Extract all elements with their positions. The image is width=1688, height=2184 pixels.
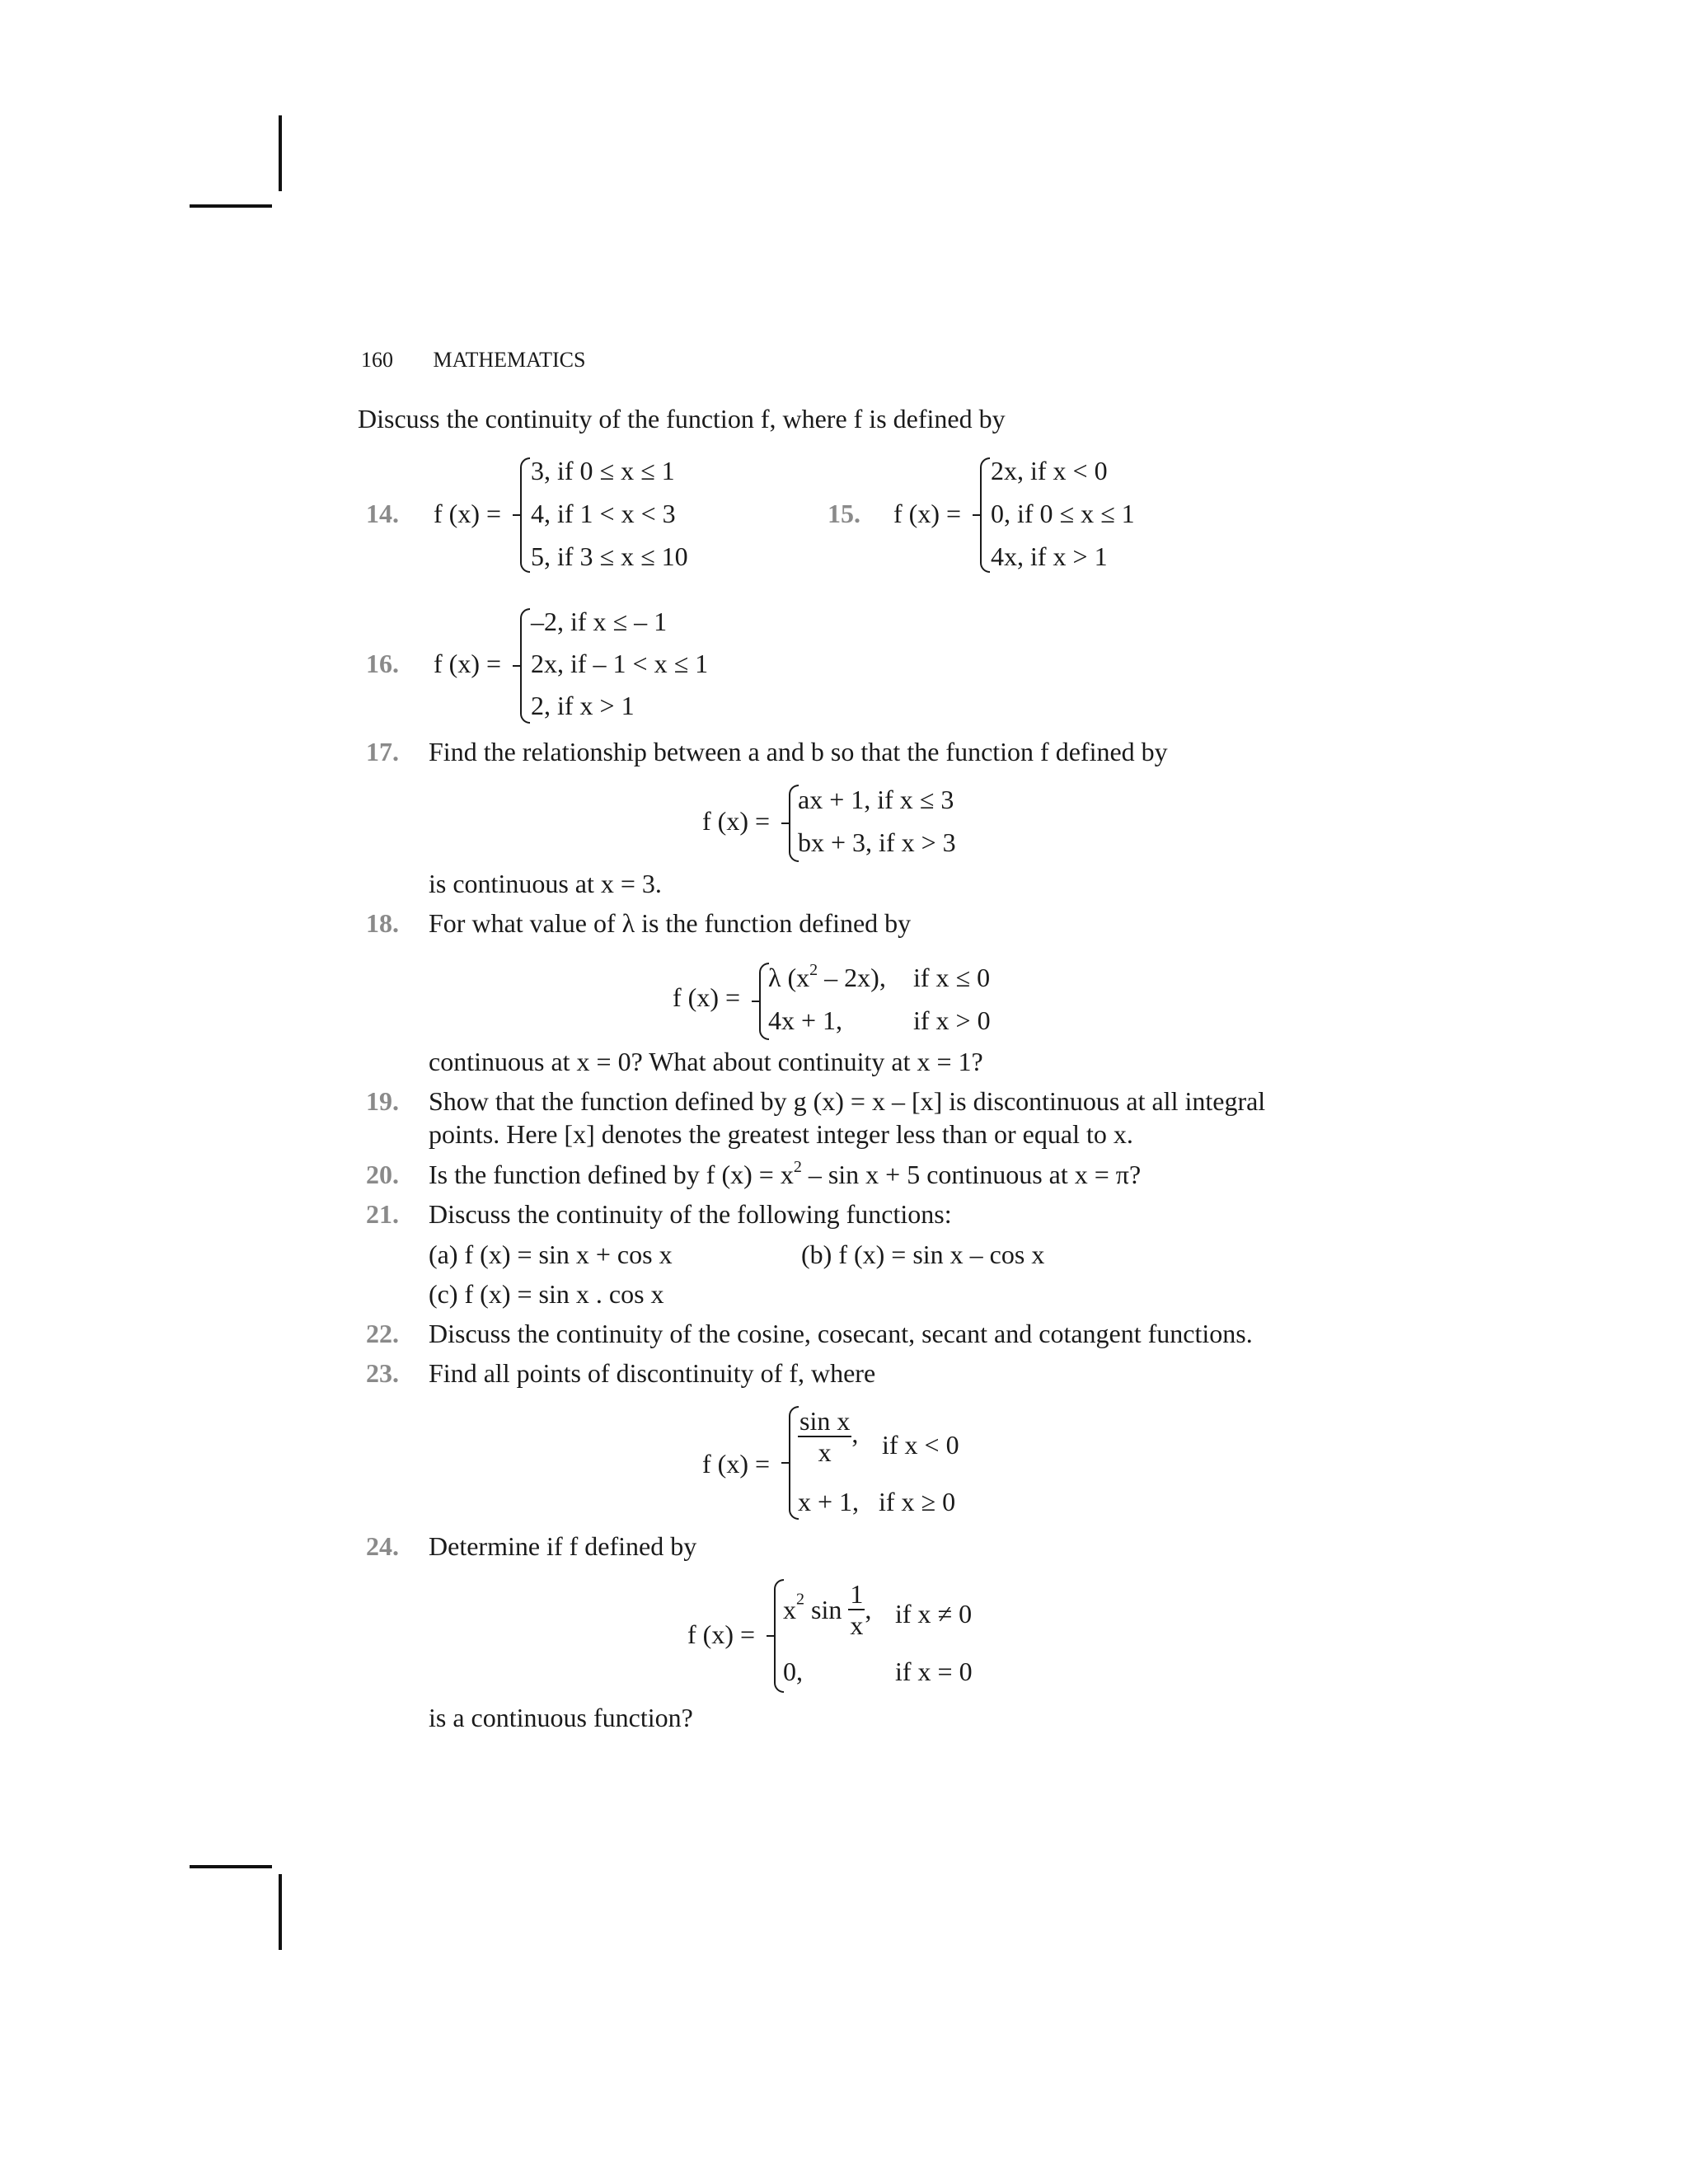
question-number-15: 15. [828,499,860,528]
q15-case-2: 0, if 0 ≤ x ≤ 1 [991,499,1135,528]
q15-lhs: f (x) = [893,499,962,528]
crop-mark-bottom-horizontal [190,1865,272,1868]
q24-case-1-comma: , [865,1595,872,1624]
q18-case-1-cond: if x ≤ 0 [913,963,991,992]
q23-fraction-numerator: sin x [799,1406,851,1436]
q20-sup: 2 [793,1158,802,1176]
question-number-21: 21. [366,1199,399,1229]
q14-case-2: 4, if 1 < x < 3 [531,499,676,528]
q19-line-2: points. Here [x] denotes the greatest integer less than or equal to x. [429,1119,1133,1149]
q14-lhs: f (x) = [434,499,502,528]
q21-part-b: (b) f (x) = sin x – cos x [801,1240,1045,1269]
q23-case-1 [798,1406,858,1467]
q14-case-1: 3, if 0 ≤ x ≤ 1 [531,456,675,485]
q23-case-1-comma: , [851,1418,859,1449]
q24-fraction-denominator: x [850,1610,864,1640]
q23-fraction [798,1406,851,1467]
q20-text-a: Is the function defined by f (x) = x [429,1160,794,1189]
q17-after: is continuous at x = 3. [429,869,662,898]
q16-case-2: 2x, if – 1 < x ≤ 1 [531,649,709,678]
intro-text: Discuss the continuity of the function f, where f is defined by [358,404,1006,434]
q18-case-2: 4x + 1, [768,1005,843,1035]
q18-case-2-cond: if x > 0 [913,1005,991,1035]
q24-case-2-cond: if x = 0 [895,1657,973,1686]
q20-text [429,1158,1141,1191]
q18-case-1-a: λ (x [768,963,810,992]
q15-case-3: 4x, if x > 1 [991,541,1108,571]
question-number-17: 17. [366,737,399,766]
q24-fraction [848,1579,865,1640]
q23-case-2-cond: if x ≥ 0 [879,1487,956,1516]
q20-text-b: – sin x + 5 continuous at x = π? [801,1160,1142,1189]
question-number-18: 18. [366,908,399,938]
q24-case-1-sin: sin [804,1595,842,1624]
page-number: 160 [361,348,393,372]
q18-case-1 [768,961,886,994]
q21-part-a: (a) f (x) = sin x + cos x [429,1240,673,1269]
q21-text: Discuss the continuity of the following functions: [429,1199,952,1229]
q24-lhs: f (x) = [687,1619,756,1649]
question-number-16: 16. [366,649,399,678]
q18-case-1-b: – 2x), [818,963,886,992]
q19-line-1: Show that the function defined by g (x) = x – [x] is discontinuous at all integral [429,1086,1266,1116]
q24-after: is a continuous function? [429,1703,693,1732]
q16-case-1: –2, if x ≤ – 1 [531,607,668,636]
crop-mark-top-horizontal [190,204,272,208]
q15-case-1: 2x, if x < 0 [991,456,1108,485]
q24-case-1-cond: if x ≠ 0 [895,1599,973,1629]
q18-lhs: f (x) = [673,982,741,1012]
running-title: MATHEMATICS [433,348,586,372]
q24-fraction-numerator: 1 [850,1579,864,1609]
q22-text: Discuss the continuity of the cosine, cosecant, secant and cotangent functions. [429,1319,1253,1348]
q14-case-3: 5, if 3 ≤ x ≤ 10 [531,541,688,571]
q15-brace [980,457,990,573]
q17-text: Find the relationship between a and b so that the function f defined by [429,737,1168,766]
crop-mark-bottom-vertical [279,1874,282,1950]
q17-lhs: f (x) = [702,806,771,836]
q16-brace [520,608,530,724]
question-number-14: 14. [366,499,399,528]
q14-brace [520,457,530,573]
question-number-20: 20. [366,1160,399,1189]
question-number-19: 19. [366,1086,399,1116]
q24-case-1-x: x [783,1595,796,1624]
q24-case-2: 0, [783,1657,803,1686]
q23-case-1-cond: if x < 0 [882,1430,959,1460]
question-number-24: 24. [366,1531,399,1561]
q17-case-2: bx + 3, if x > 3 [798,827,956,857]
q23-text: Find all points of discontinuity of f, where [429,1358,876,1388]
question-number-22: 22. [366,1319,399,1348]
q23-lhs: f (x) = [702,1449,771,1479]
q23-fraction-denominator: x [818,1437,832,1467]
q18-text: For what value of λ is the function defined by [429,908,912,938]
page-header [361,346,585,374]
q24-case-1 [783,1579,871,1640]
q18-case-1-sup: 2 [809,961,818,979]
q16-case-3: 2, if x > 1 [531,691,635,720]
q23-case-2: x + 1, [798,1487,860,1516]
question-number-23: 23. [366,1358,399,1388]
q24-text: Determine if f defined by [429,1531,697,1561]
q17-case-1: ax + 1, if x ≤ 3 [798,785,954,814]
q21-part-c: (c) f (x) = sin x . cos x [429,1279,664,1309]
q16-lhs: f (x) = [434,649,502,678]
q24-case-1-sup: 2 [796,1590,804,1609]
crop-mark-top-vertical [279,115,282,191]
q18-after: continuous at x = 0? What about continuity at x = 1? [429,1047,983,1076]
